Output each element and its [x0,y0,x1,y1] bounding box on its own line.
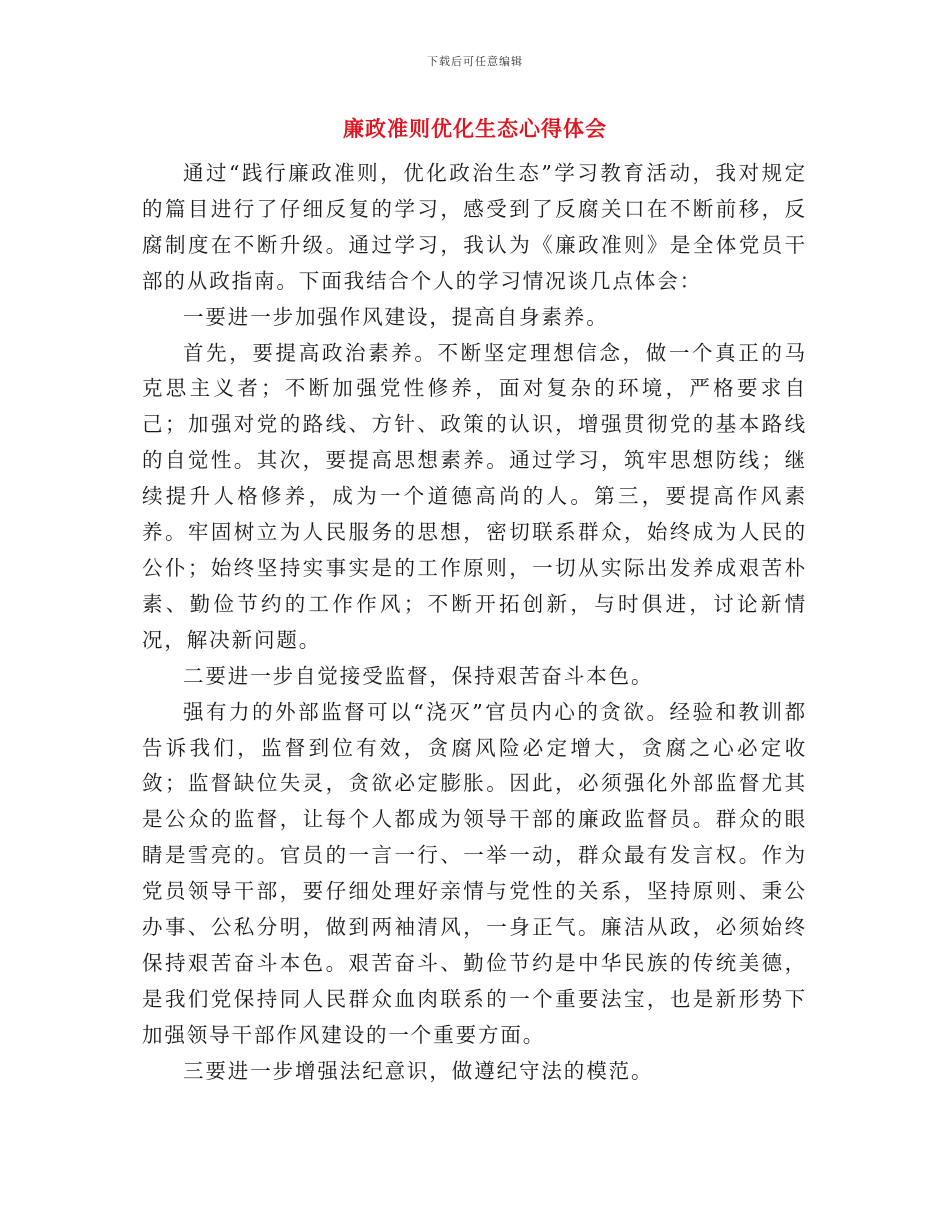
paragraph-heading-3: 三要进一步增强法纪意识，做遵纪守法的模范。 [183,1058,654,1083]
paragraph-heading-1: 一要进一步加强作风建设，提高自身素养。 [183,304,609,329]
paragraph-heading-2: 二要进一步自觉接受监督，保持艰苦奋斗本色。 [183,663,654,688]
paragraph-body-1: 首先，要提高政治素养。不断坚定理想信念，做一个真正的马克思主义者；不断加强党性修养，面对复杂的环境，严格要求自己；加强对党的路线、方针、政策的认识，增强贯彻党的基本路线的自觉性。其次，要提高思想素养。通过学习，筑牢思想防线；继续提升人格修养，成为一个道德高尚的人。第三，要提高作风素养。牢固树立为人民服务的思想，密切联系群众，始终成为人民的公仆；始终坚持实事实是的工作原则，一切从实际出发养成艰苦朴素、勤俭节约的工作作风；不断开拓创新，与时俱进，讨论新情况，解决新问题。 [142,340,807,652]
paragraph-intro: 通过“践行廉政准则，优化政治生态”学习教育活动，我对规定的篇目进行了仔细反复的学习，感受到了反腐关口在不断前移，反腐制度在不断升级。通过学习，我认为《廉政准则》是全体党员干部的从政指南。下面我结合个人的学习情况谈几点体会： [142,161,807,293]
paragraph-body-2: 强有力的外部监督可以“浇灭”官员内心的贪欲。经验和教训都告诉我们，监督到位有效，贪腐风险必定增大，贪腐之心必定收敛；监督缺位失灵，贪欲必定膨胀。因此，必须强化外部监督尤其是公众的监督，让每个人都成为领导干部的廉政监督员。群众的眼睛是雪亮的。官员的一言一行、一举一动，群众最有发言权。作为党员领导干部，要仔细处理好亲情与党性的关系，坚持原则、秉公办事、公私分明，做到两袖清风，一身正气。廉洁从政，必须始终保持艰苦奋斗本色。艰苦奋斗、勤俭节约是中华民族的传统美德，是我们党保持同人民群众血肉联系的一个重要法宝，也是新形势下加强领导干部作风建设的一个重要方面。 [142,699,807,1047]
document-body [142,156,807,1090]
header-note: 下载后可任意编辑 [427,55,523,68]
document-title: 廉政准则优化生态心得体会 [343,117,607,141]
